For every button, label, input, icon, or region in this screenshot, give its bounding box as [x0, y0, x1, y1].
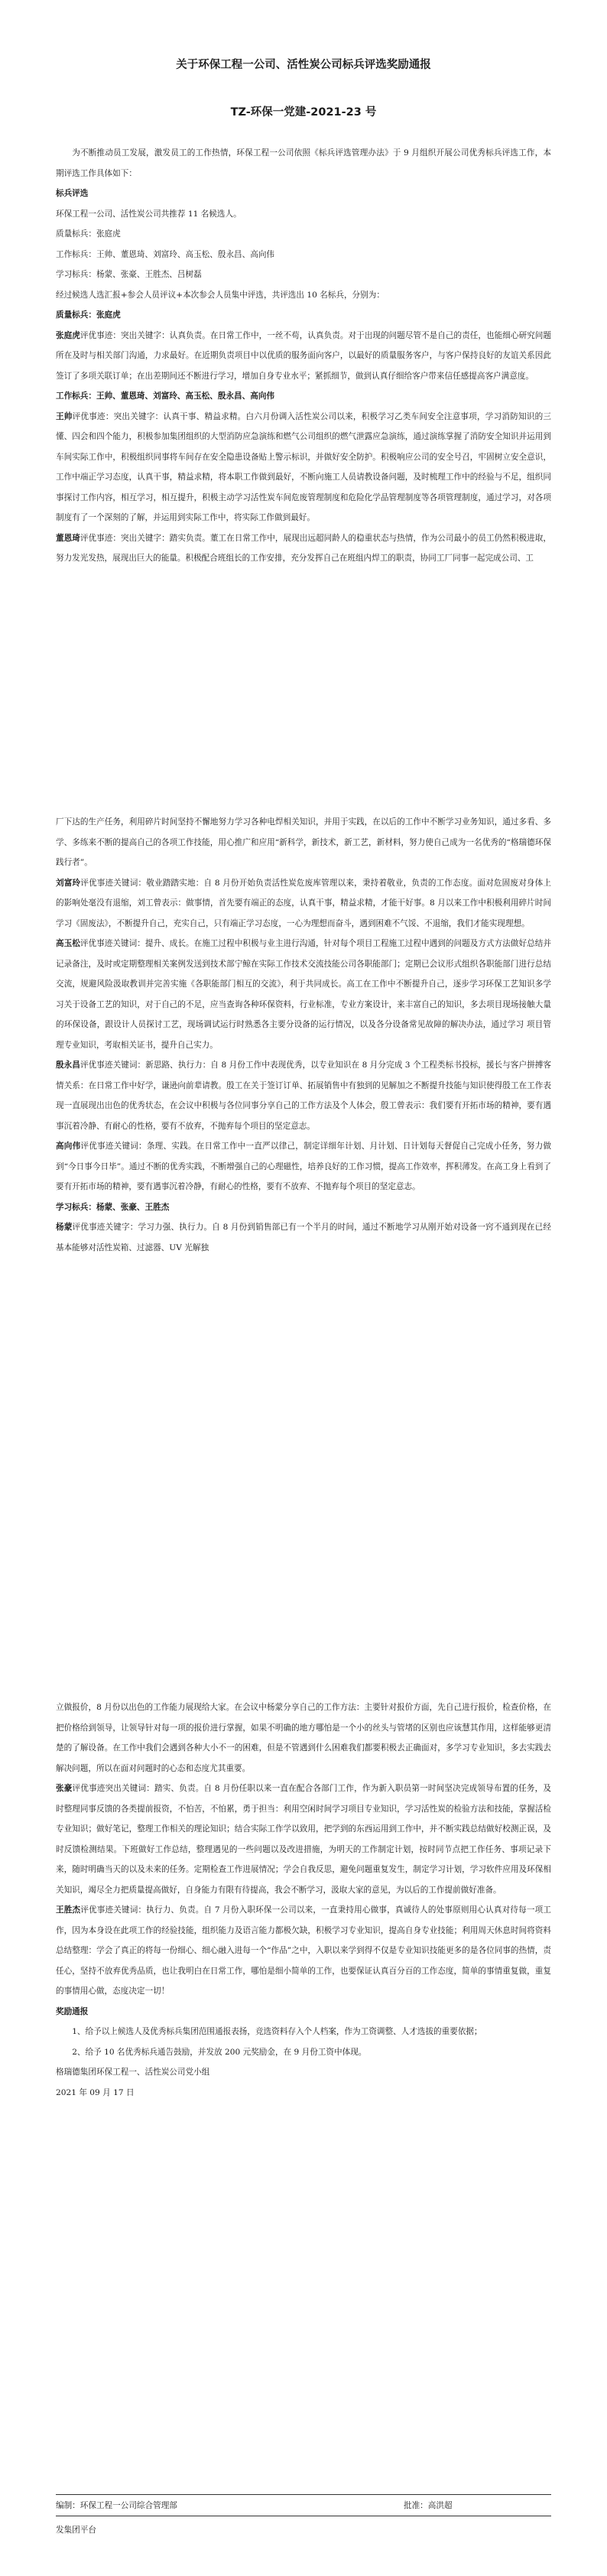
footer-platform: 发集团平台 — [56, 2526, 96, 2535]
name-liu-fuling: 刘富玲 — [56, 878, 81, 888]
section-page-1 — [56, 143, 551, 569]
citation-wang-shuai — [56, 407, 551, 528]
section-page-3 — [56, 1697, 551, 2103]
name-zhang-tinghu: 张庭虎 — [56, 330, 80, 340]
name-zhang-hao: 张豪 — [56, 1784, 73, 1793]
name-gao-yusong: 高玉松 — [56, 939, 80, 948]
work-nominee: 工作标兵：王帅、董恩琦、刘富玲、高玉松、殷永昌、高向伟 — [56, 249, 275, 259]
name-wang-shuai: 王帅 — [56, 411, 73, 421]
text-dong-enqi: 评优事迹：突出关键字：踏实负责。董工在日常工作中，展现出远超同龄人的稳重状态与热情，作为公司最小的员工仍然积极进取，努力发光发热，展现出巨大的能量。积极配合班组长的工作安排，充分发挥自己在班组内焊工的职责，协同工厂同事一起完成公司、工 — [56, 533, 551, 563]
citation-zhang-hao — [56, 1779, 551, 1900]
heading-quality-model: 质量标兵：张庭虎 — [56, 310, 121, 320]
text-gao-xiangwei: 评优事迹关键词：条理、实践。在日常工作中一直严以律己，制定详细年计划、月计划、日计划每天督促自己完成小任务，努力做到“今日事今日毕”。通过不断的优秀实践，不断增强自己的心理磁性，培养良好的工作习惯，提高工作效率，挥积薄发。在高工身上看到了要有开拓市场的精神，要有遇事沉着冷静，有耐心的性格，要有不放弃、不抛弃每个项目的坚定意志。 — [56, 1142, 552, 1191]
citation-gao-xiangwei — [56, 1136, 551, 1197]
footer-editor: 编制：环保工程一公司综合管理部 — [56, 2501, 177, 2510]
citation-yang-meng — [56, 1217, 551, 1258]
continuation-yang-meng: 立做报价，8 月份以出色的工作能力展现给大家。在会议中杨蒙分享自己的工作方法：主要针对报价方面，先自己进行报价，检查价格，在把价格给到领导，让领导针对每一项的报价进行掌握，如果不明确的地方哪怕是一个小的丝头与管堵的区别也应该慧其作用，这样能够更清楚的了解设备。在工作中我们会遇到各种大小不一的困难，但是不管遇到什么困难我们都要积极去正确面对，多学习专业知识，多去实践去解决问题，所以在面对问题时的心态和态度尤其重要。 — [56, 1703, 551, 1773]
citation-yin-yongchang — [56, 1055, 551, 1136]
signature-date: 2021 年 09 月 17 日 — [56, 2087, 135, 2097]
reward-item-2: 2、给予 10 名优秀标兵通告鼓励，并发放 200 元奖励金，在 9 月份工资中体现。 — [72, 2047, 367, 2057]
footer-top-rule — [56, 2494, 551, 2495]
text-zhang-tinghu: 评优事迹：突出关键字：认真负责。在日常工作中，一丝不苟，认真负责。对于出现的问题尽管不是自己的责任，也能细心研究问题所在及时与相关部门沟通，力求最好。在近期负责项目中以优质的服务面向客户，以最好的质量服务客户，与客户保持良好的友谊关系因此签订了多项关联订单；在出差期间还不断进行学习，增加自身专业水平；紧抓细节，做到认真仔细给客户带来信任感提高客户满意度。 — [56, 330, 551, 381]
text-wang-shengjie: 评优事迹关键词：执行力、负责。自 7 月份入职环保一公司以来，一直秉持用心做事，真诚待人的处事原则用心认真对待每一项工作，因为本身设在此项工作的经验技能，组织能力及语言能力都极欠缺，积极学习专业知识，提高自身专业技能；利用周天休息时间将资料总结整理：学会了真正的将每一份细心、细心融入进每一个“作品”之中，入职以来学到得不仅是专业知识技能更多的是各位同事的热情，责任心，坚持不放弃优秀品质，也让我明白在日常工作，哪怕是细小简单的工作，也要保证认真百分百的工作态度，简单的事情重复做，重复的事情用心做，态度决定一切！ — [56, 1905, 551, 1996]
quality-nominee: 质量标兵：张庭虎 — [56, 229, 121, 239]
text-zhang-hao: 评优事迹突出关键词：踏实、负责。自 8 月份任职以来一直在配合各部门工作，作为新入职员第一时间坚决完成领导布置的任务，及时整理同事反馈的各类提前报资，不怕苦，不怕累，勇于担当：利用空闲时间学习项目专业知识，学习活性炭的检验方法和技能，掌握活检专业知识；做好笔记，整理工作相关的理论知识；结合实际工作学以致用，把学到的东西运用到工作中，并不断实践总结做好校测正误，及时反馈检测结果。下班做好工作总结，整理遇见的一些问题以及改进措施，为明天的工作制定计划，按时同节点把工作任务、事项记录下来，随时明确当天的以及未来的任务。定期检查工作进展情况；学会自我反思，避免问题重复发生，制定学习计划，学习软件应用及环保相关知识，竭尽全力把质量提高做好，自身能力有限有待提高，我会不断学习，汲取大家的意见，为以后的工作提前做好准备。 — [56, 1784, 551, 1895]
text-wang-shuai: 评优事迹：突出关键字：认真干事、精益求精。白六月份调入活性炭公司以来，积极学习乙类车间安全注意事项，学习消防知识的三懂、四会和四个能力，积极参加集团组织的大型消防应急演练和燃气公司组织的燃气泄露应急演练，通过演练掌握了消防安全知识并运用到车间实际工作中，积极组织同事将车间存在安全隐患设备贴上警示标识，并做好安全防护。积极响应公司的安全号召，牢固树立安全意识，工作中端正学习态度，认真干事，精益求精，将本职工作做到最好，不断向施工人员请教设备问题，及时梳理工作中的经验与不足，组织同事探讨工作内容，相互学习，相互提升，积极主动学习活性炭车间危废管理制度和危险化学品管理制度等各项管理制度，通过学习，对各项制度有了一个深刻的了解，并运用到实际工作中，将实际工作做到最好。 — [56, 411, 551, 522]
signature-organization: 格瑞德集团环保工程一、活性炭公司党小组 — [56, 2068, 210, 2077]
name-yin-yongchang: 殷永昌 — [56, 1061, 80, 1070]
name-gao-xiangwei: 高向伟 — [56, 1142, 81, 1151]
heading-reward: 奖励通报 — [56, 2006, 89, 2016]
footer-approver: 批准：高洪超 — [404, 2501, 453, 2510]
text-liu-fuling: 评优事迹关键词：敬业踏踏实地：自 8 月份开始负责活性炭危废库管理以来，秉持着敬业，负责的工作态度。面对危固废对身体上的影响处毫没有退缩，刘工曾表示：做事情，首先要有端正的态度，认真干事，精益求精，才能干好事。8 月以来工作中积极利用碎片时间学习《固废法》，不断提升自己，充实自己，只有端正学习态度，一心为理想而奋斗，遇到困难不气馁、不退缩，我们才能实现理想。 — [56, 878, 551, 928]
citation-wang-shengjie — [56, 1900, 551, 2002]
heading-study-model: 学习标兵：杨蒙、张豪、王胜杰 — [56, 1202, 170, 1212]
footer-editor-row — [56, 2497, 551, 2514]
document-number: TZ-环保一党建-2021-23 号 — [230, 106, 377, 119]
footer-platform-row — [56, 2522, 551, 2539]
intro-paragraph: 为不断推动员工发展，激发员工的工作热情，环保工程一公司依照《标兵评选管理办法》于 9 月组织开展公司优秀标兵评选工作，本期评选工作具体如下： — [56, 148, 551, 178]
citation-gao-yusong — [56, 934, 551, 1055]
heading-work-model: 工作标兵：王帅、董恩琦、刘富玲、高玉松、殷永昌、高向伟 — [56, 391, 275, 401]
name-yang-meng: 杨蒙 — [56, 1223, 73, 1232]
heading-selection: 标兵评选 — [56, 189, 89, 198]
reward-item-1: 1、给予以上候选人及优秀标兵集团范围通报表扬，竞选资料存入个人档案，作为工资调整、人才选拔的重要依据； — [72, 2027, 482, 2036]
section-page-2 — [56, 812, 551, 1258]
result-summary: 经过候选人选汇报+参会人员评议+本次参会人员集中评选，共评选出 10 名标兵，分别为： — [56, 290, 385, 300]
name-dong-enqi: 董恩琦 — [56, 533, 80, 543]
citation-liu-fuling — [56, 873, 551, 934]
text-yin-yongchang: 评优事迹关键词：新思路、执行力：自 8 月份工作中表现优秀，以专业知识在 8 月分完成 3 个工程类标书投标，援长与客户拼搏客情关系：在日常工作中好学，谦逊向前辈请教。殷工在关于签订订单、拓展销售中有独到的见解加之不断提升技能与知识使得殷工在工作表现一直展现出出色的优秀状态，在会议中积极与各位同事分享自己的工作方法及个人体会，殷工曾表示：我们要有开拓市场的精神，要有遇事沉着冷静、有耐心的性格，要有不放弃，不抛弃每个项目的坚定意志。 — [56, 1061, 552, 1131]
text-gao-yusong: 评优事迹关键词：提升、成长。在施工过程中积极与业主进行沟通，针对每个项目工程施工过程中遇到的问题及方式方法做好总结并记录备注，及时或定期整理相关案例发送到技术部宁鲸在实际工作技术交流技能公司各职能部门；定期已会议形式组织各职能部门进行总结交流，规避风险汲取教训并完善实施《各职能部门相互的交流》，利于共同成长。高工在工作中不断提升自己，逐步学习环保工艺知识多学习关于设备工艺的知识，对于自己的不足，应当查询各种环保资料，行业标准，专业方案设计，来丰富自己的知识，多去项目现场接触大量的环保设备，跟设计人员探讨工艺，现场调试运行时熟悉各主要分设备的运行情况，以及各分设备常见故障的解决办法，通过学习 项目管理专业知识，考取相关证书，提升自己实力。 — [56, 939, 551, 1050]
document-title: 关于环保工程一公司、活性炭公司标兵评选奖励通报 — [176, 59, 431, 71]
text-yang-meng: 评优事迹关键字：学习力强、执行力。自 8 月份到销售部已有一个半月的时间，通过不断地学习从刚开始对设备一窍不通到现在已经基本能够对活性炭箱、过滤器、UV 光解独 — [56, 1223, 551, 1252]
nominee-summary: 环保工程一公司、活性炭公司共推荐 11 名候选人。 — [56, 209, 242, 219]
study-nominee: 学习标兵：杨蒙、张豪、王胜杰、吕树磊 — [56, 270, 202, 279]
citation-zhang-tinghu — [56, 326, 551, 387]
continuation-dong-enqi: 厂下达的生产任务，利用碎片时间坚持不懈地努力学习各种电焊相关知识，并用于实践，在以后的工作中不断学习业务知识，通过多看、多学、多练来不断的提高自己的各项工作技能，用心推广和应用“新科学，新技术，新工艺，新材料，努力使自己成为一名优秀的“格瑞德环保践行者”。 — [56, 817, 551, 867]
citation-dong-enqi — [56, 528, 551, 569]
name-wang-shengjie: 王胜杰 — [56, 1905, 81, 1915]
